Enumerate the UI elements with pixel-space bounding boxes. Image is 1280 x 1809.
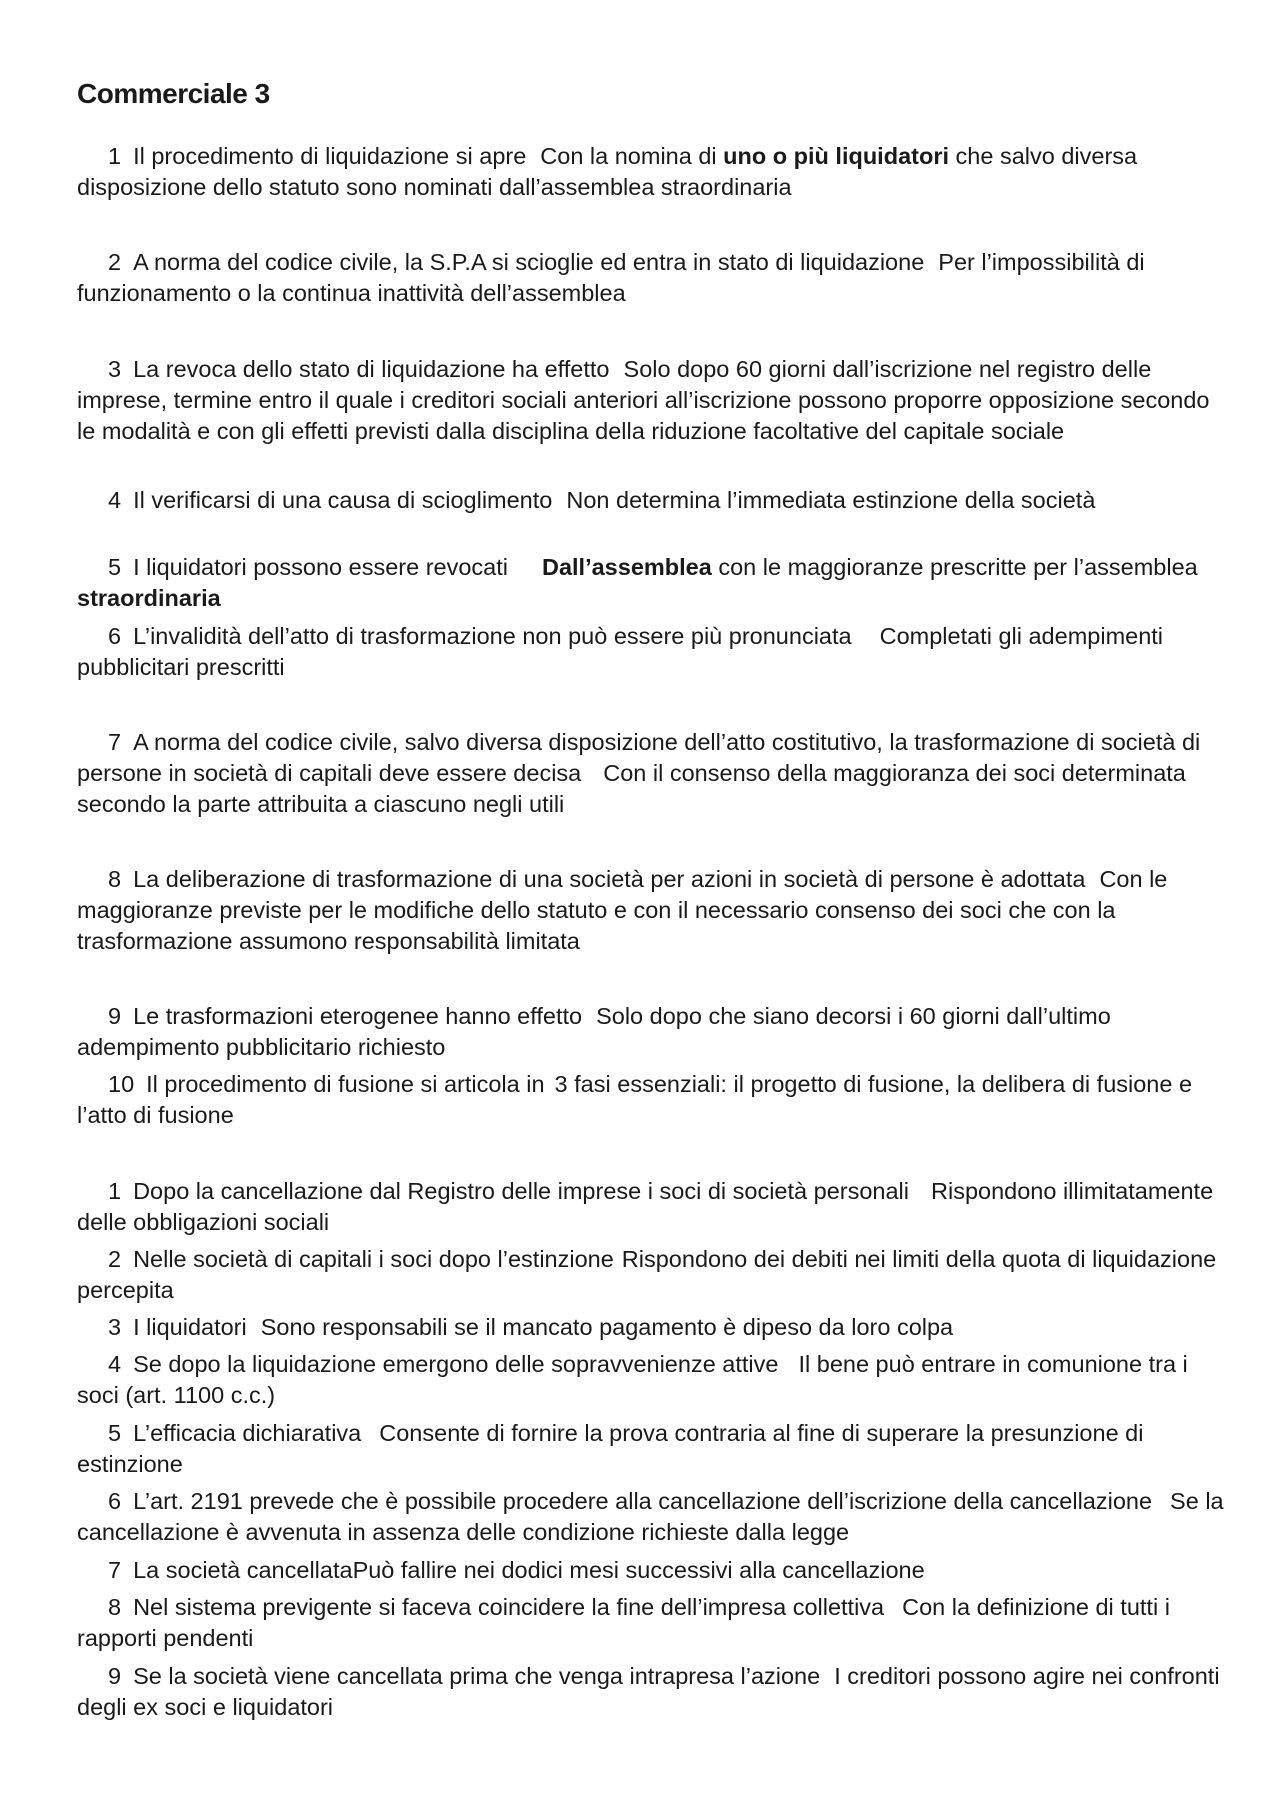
item-question: L’art. 2191 prevede che è possibile procedere alla cancellazione dell’iscrizione della cancellazione [133,1488,1153,1514]
item-answer: Con le maggioranze previste per le modifiche dello statuto e con il necessario consenso dei soci che con la trasformazione assumono responsabilità limitata [77,866,1168,954]
item-number: 1 [108,1178,122,1204]
item-number: 8 [108,1594,122,1620]
item-question: Le trasformazioni eterogenee hanno effetto [133,1003,583,1029]
item-number: 2 [108,249,122,275]
qa-item-17 [77,1555,1227,1586]
item-answer: Non determina l’immediata estinzione della società [566,487,1096,513]
qa-item-1 [77,141,1227,203]
item-question: L’invalidità dell’atto di trasformazione non può essere più pronunciata [133,623,852,649]
item-answer: Consente di fornire la prova contraria al fine di superare la presunzione di estinzione [77,1420,1144,1477]
item-number: 6 [108,623,122,649]
item-number: 4 [108,487,122,513]
item-number: 2 [108,1246,122,1272]
qa-item-18 [77,1592,1227,1654]
item-question: La revoca dello stato di liquidazione ha effetto [133,356,610,382]
item-answer: Con la definizione di tutti i rapporti pendenti [77,1594,1170,1651]
item-answer: Può fallire nei dodici mesi successivi alla cancellazione [352,1557,925,1583]
item-answer: Solo dopo 60 giorni dall’iscrizione nel registro delle imprese, termine entro il quale i creditori sociali anteriori all’iscrizione possono proporre opposizione secondo le modalità e con gli effetti previsti dalla disciplina della riduzione facoltative del capitale sociale [77,356,1210,444]
item-number: 1 [108,143,122,169]
qa-item-9 [77,1001,1227,1063]
item-number: 10 [108,1071,135,1097]
item-answer-bold: uno o più liquidatori [723,143,949,169]
item-answer: Per l’impossibilità di funzionamento o la continua inattività dell’assemblea [77,249,1145,306]
item-question: Se la società viene cancellata prima che venga intrapresa l’azione [133,1663,821,1689]
item-answer: con le maggioranze prescritte per l’assemblea [711,554,1198,580]
item-number: 6 [108,1488,122,1514]
item-number: 9 [108,1003,122,1029]
item-question: L’efficacia dichiarativa [133,1420,362,1446]
item-question: Nelle società di capitali i soci dopo l’estinzione [133,1246,614,1272]
item-question: La società cancellata [133,1557,353,1583]
qa-item-15 [77,1418,1227,1480]
item-number: 8 [108,866,122,892]
qa-item-8 [77,864,1227,957]
item-answer-bold: Dall’assemblea [541,554,712,580]
item-number: 5 [108,1420,122,1446]
item-answer: 3 fasi essenziali: il progetto di fusione, la delibera di fusione e l’atto di fusione [77,1071,1193,1128]
item-number: 7 [108,1557,122,1583]
item-question: Il procedimento di liquidazione si apre [133,143,527,169]
qa-item-6 [77,621,1227,683]
item-answer: Sono responsabili se il mancato pagamento è dipeso da loro colpa [260,1314,954,1340]
item-answer: Solo dopo che siano decorsi i 60 giorni dall’ultimo adempimento pubblicitario richiesto [77,1003,1111,1060]
qa-item-13 [77,1312,1227,1343]
item-answer: Il bene può entrare in comunione tra i soci (art. 1100 c.c.) [77,1351,1188,1408]
item-question: I liquidatori [133,1314,247,1340]
qa-item-16 [77,1486,1227,1548]
qa-item-2 [77,247,1227,309]
item-number: 7 [108,729,122,755]
qa-item-11 [77,1176,1227,1238]
item-answer: Con la nomina di [540,143,724,169]
item-answer: Con il consenso della maggioranza dei soci determinata secondo la parte attribuita a ciascuno negli utili [77,760,1186,817]
item-question: La deliberazione di trasformazione di una società per azioni in società di persone è adottata [133,866,1086,892]
qa-item-7 [77,727,1227,820]
item-answer: Rispondono illimitatamente delle obbligazioni sociali [77,1178,1214,1235]
item-number: 3 [108,1314,122,1340]
item-question: A norma del codice civile, salvo diversa disposizione dell’atto costitutivo, la trasformazione di società di persone in società di capitali deve essere decisa [77,729,1201,786]
item-answer-cont: che salvo diversa disposizione dello statuto sono nominati dall’assemblea straordinaria [77,143,1138,200]
qa-item-12 [77,1244,1227,1306]
qa-item-4 [77,485,1227,516]
qa-item-14 [77,1349,1227,1411]
item-number: 3 [108,356,122,382]
item-answer: Se la cancellazione è avvenuta in assenza delle condizione richieste dalla legge [77,1488,1224,1545]
qa-item-10 [77,1069,1227,1131]
item-answer: Rispondono dei debiti nei limiti della quota di liquidazione percepita [77,1246,1217,1303]
item-question: Il verificarsi di una causa di scioglimento [133,487,553,513]
page-title: Commerciale 3 [77,78,270,109]
item-question: Se dopo la liquidazione emergono delle sopravvenienze attive [133,1351,779,1377]
item-question: Dopo la cancellazione dal Registro delle imprese i soci di società personali [133,1178,909,1204]
item-question: Il procedimento di fusione si articola in [146,1071,545,1097]
qa-item-3 [77,354,1227,447]
item-question: Nel sistema previgente si faceva coincidere la fine dell’impresa collettiva [133,1594,885,1620]
item-question: A norma del codice civile, la S.P.A si scioglie ed entra in stato di liquidazione [133,249,925,275]
item-number: 4 [108,1351,122,1377]
qa-item-19 [77,1661,1227,1723]
qa-item-5 [77,552,1227,614]
item-number: 9 [108,1663,122,1689]
item-answer: Completati gli adempimenti pubblicitari prescritti [77,623,1164,680]
item-question: I liquidatori possono essere revocati [133,554,508,580]
item-answer: I creditori possono agire nei confronti degli ex soci e liquidatori [77,1663,1220,1720]
item-answer-bold-end: straordinaria [77,585,221,611]
item-number: 5 [108,554,122,580]
